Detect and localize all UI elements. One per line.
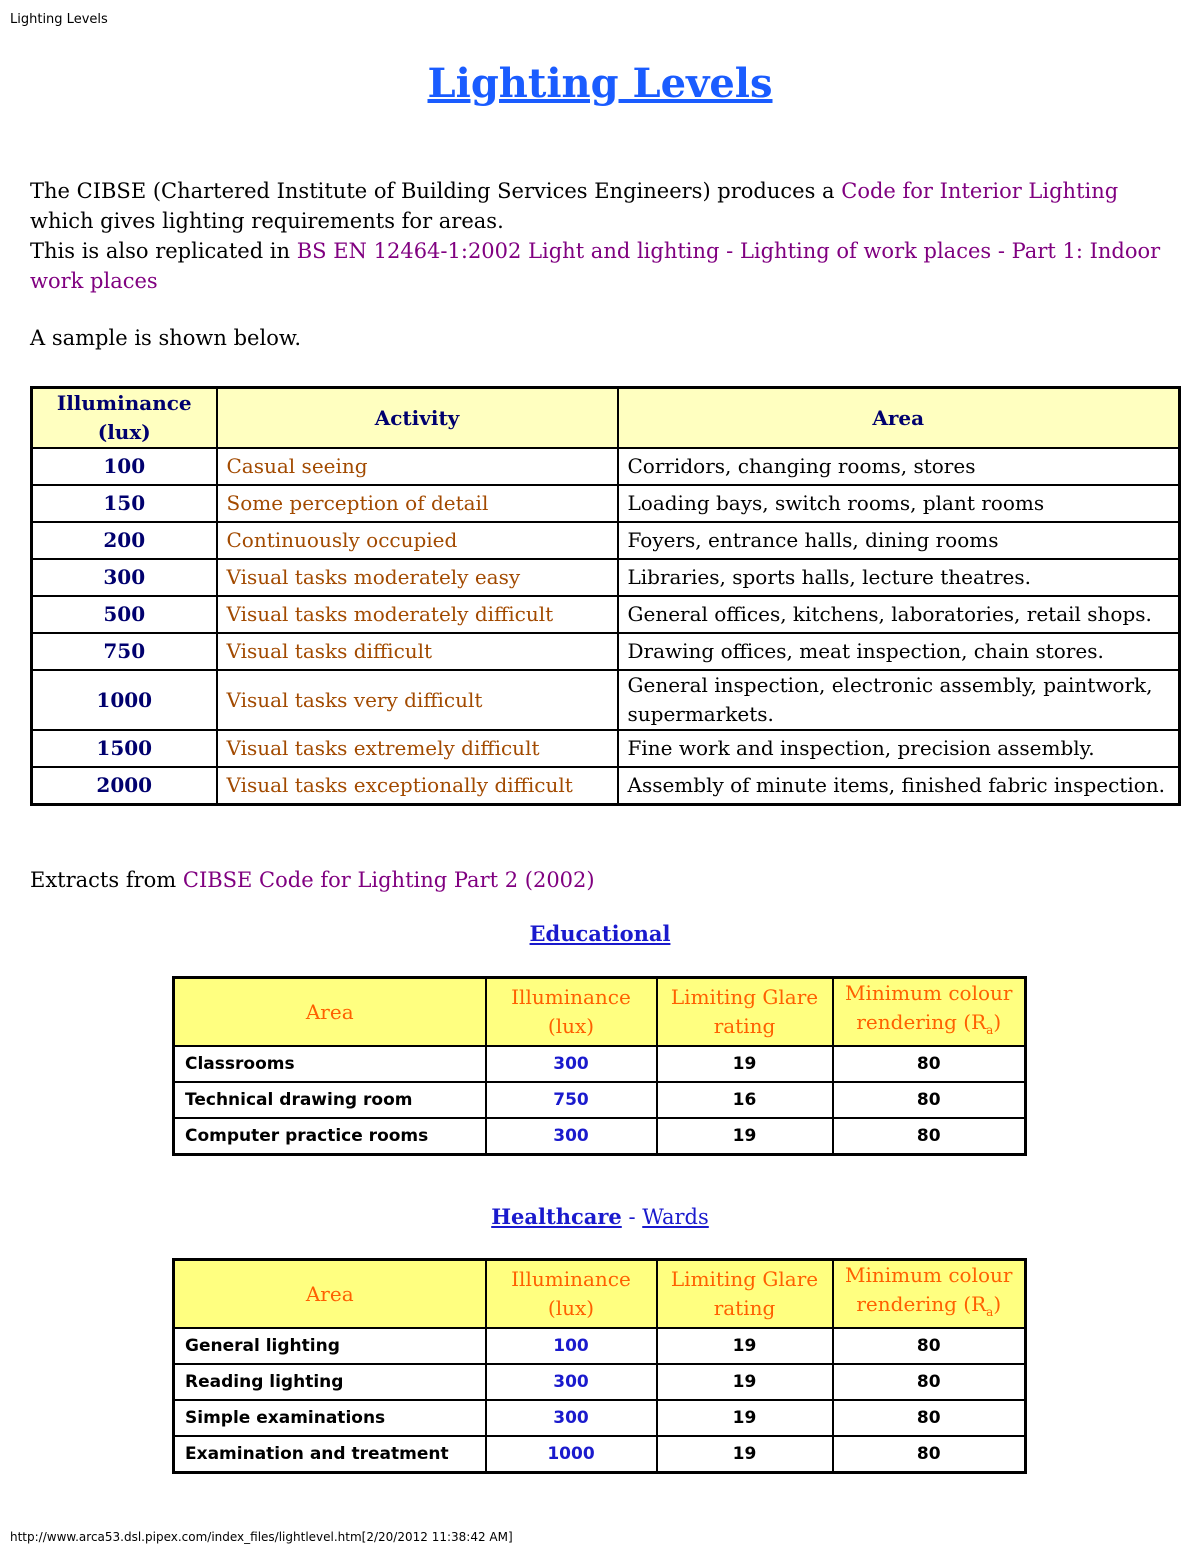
colour-cell: 80 (833, 1082, 1026, 1118)
activity-cell: Visual tasks extremely difficult (217, 730, 618, 767)
header-area: Area (618, 388, 1180, 449)
lux-cell: 2000 (32, 767, 217, 805)
healthcare-link[interactable]: Healthcare (491, 1204, 622, 1229)
table-row (32, 522, 1180, 559)
activity-cell: Visual tasks exceptionally difficult (217, 767, 618, 805)
area-cell: Corridors, changing rooms, stores (618, 448, 1180, 485)
colour-cell: 80 (833, 1364, 1026, 1400)
header-glare: Limiting Glare rating (657, 1260, 833, 1329)
intro-p2-pre: This is also replicated in (30, 239, 297, 263)
table-row (174, 1364, 1026, 1400)
page-title-link[interactable]: Lighting Levels (427, 60, 773, 107)
table-row (32, 448, 1180, 485)
lux-cell: 100 (32, 448, 217, 485)
cibse-code-part2-link[interactable]: CIBSE Code for Lighting Part 2 (2002) (182, 868, 595, 892)
healthcare-table (172, 1258, 1027, 1474)
area-cell: Foyers, entrance halls, dining rooms (618, 522, 1180, 559)
lux-cell: 200 (32, 522, 217, 559)
table-row (174, 1046, 1026, 1082)
area-cell: Libraries, sports halls, lecture theatres. (618, 559, 1180, 596)
intro-text (30, 176, 1180, 296)
header-illuminance: Illuminance (lux) (32, 388, 217, 449)
table-row (32, 670, 1180, 730)
lux-cell: 750 (32, 633, 217, 670)
colour-header-close: ) (993, 1292, 1002, 1316)
area-cell: Simple examinations (174, 1400, 486, 1436)
area-cell: Fine work and inspection, precision assembly. (618, 730, 1180, 767)
print-header: Lighting Levels (10, 12, 108, 27)
educational-table (172, 976, 1027, 1156)
table-row (32, 559, 1180, 596)
educational-link[interactable]: Educational (529, 921, 671, 946)
area-cell: General offices, kitchens, laboratories, retail shops. (618, 596, 1180, 633)
colour-cell: 80 (833, 1046, 1026, 1082)
header-illuminance: Illuminance (lux) (486, 1260, 657, 1329)
colour-header-sub: a (986, 1023, 994, 1037)
area-cell: Technical drawing room (174, 1082, 486, 1118)
colour-header-close: ) (993, 1010, 1002, 1034)
glare-cell: 19 (657, 1118, 833, 1155)
table-header-row (32, 388, 1180, 449)
print-footer-url: http://www.arca53.dsl.pipex.com/index_files/lightlevel.htm[2/20/2012 11:38:42 AM] (10, 1530, 513, 1544)
activity-cell: Continuously occupied (217, 522, 618, 559)
table-row (174, 1328, 1026, 1364)
glare-cell: 19 (657, 1400, 833, 1436)
glare-cell: 19 (657, 1046, 833, 1082)
intro-paragraph-2 (30, 236, 1180, 296)
activity-cell: Visual tasks difficult (217, 633, 618, 670)
intro-paragraph-1 (30, 176, 1180, 236)
colour-header-text: Minimum colour rendering (R (845, 1263, 1013, 1316)
colour-cell: 80 (833, 1436, 1026, 1473)
illuminance-cell: 1000 (486, 1436, 657, 1473)
code-interior-lighting-link[interactable]: Code for Interior Lighting (841, 179, 1119, 203)
bs-en-12464-link[interactable]: BS EN 12464-1:2002 Light and lighting - Lighting of work places - Part 1: Indoor work places (30, 239, 1161, 293)
activity-cell: Some perception of detail (217, 485, 618, 522)
table-header-row (174, 978, 1026, 1047)
illuminance-cell: 300 (486, 1364, 657, 1400)
activity-cell: Visual tasks moderately easy (217, 559, 618, 596)
lux-cell: 1500 (32, 730, 217, 767)
colour-header-sub: a (986, 1305, 994, 1319)
colour-header-text: Minimum colour rendering (R (845, 981, 1013, 1034)
activity-cell: Visual tasks very difficult (217, 670, 618, 730)
table-row (174, 1118, 1026, 1155)
activity-cell: Casual seeing (217, 448, 618, 485)
header-colour-rendering (833, 1260, 1026, 1329)
area-cell: Assembly of minute items, finished fabric inspection. (618, 767, 1180, 805)
lux-cell: 500 (32, 596, 217, 633)
area-cell: Classrooms (174, 1046, 486, 1082)
header-area: Area (174, 1260, 486, 1329)
header-colour-rendering (833, 978, 1026, 1047)
header-glare: Limiting Glare rating (657, 978, 833, 1047)
area-cell: General inspection, electronic assembly, paintwork, supermarkets. (618, 670, 1180, 730)
header-illuminance: Illuminance (lux) (486, 978, 657, 1047)
table-row (174, 1436, 1026, 1473)
glare-cell: 16 (657, 1082, 833, 1118)
extracts-line (30, 868, 595, 892)
illuminance-cell: 300 (486, 1046, 657, 1082)
lux-cell: 1000 (32, 670, 217, 730)
intro-p1-post: which gives lighting requirements for areas. (30, 209, 504, 233)
illuminance-cell: 100 (486, 1328, 657, 1364)
page-title (0, 60, 1200, 107)
illuminance-cell: 300 (486, 1400, 657, 1436)
illuminance-cell: 750 (486, 1082, 657, 1118)
table-row (32, 767, 1180, 805)
table-row (32, 485, 1180, 522)
header-area: Area (174, 978, 486, 1047)
colour-cell: 80 (833, 1328, 1026, 1364)
table-row (32, 633, 1180, 670)
area-cell: Reading lighting (174, 1364, 486, 1400)
table-row (174, 1400, 1026, 1436)
lux-cell: 150 (32, 485, 217, 522)
lighting-levels-table (30, 386, 1181, 806)
educational-heading (0, 921, 1200, 946)
area-cell: General lighting (174, 1328, 486, 1364)
sample-text: A sample is shown below. (30, 326, 301, 350)
extracts-pre: Extracts from (30, 868, 183, 892)
table-header-row (174, 1260, 1026, 1329)
glare-cell: 19 (657, 1328, 833, 1364)
table-row (32, 730, 1180, 767)
area-cell: Loading bays, switch rooms, plant rooms (618, 485, 1180, 522)
activity-cell: Visual tasks moderately difficult (217, 596, 618, 633)
healthcare-heading (0, 1204, 1200, 1229)
intro-p1-pre: The CIBSE (Chartered Institute of Building Services Engineers) produces a (30, 179, 842, 203)
wards-link[interactable]: Wards (642, 1205, 709, 1229)
colour-cell: 80 (833, 1118, 1026, 1155)
glare-cell: 19 (657, 1436, 833, 1473)
illuminance-cell: 300 (486, 1118, 657, 1155)
area-cell: Drawing offices, meat inspection, chain stores. (618, 633, 1180, 670)
colour-cell: 80 (833, 1400, 1026, 1436)
healthcare-separator: - (621, 1205, 643, 1229)
header-activity: Activity (217, 388, 618, 449)
table-row (174, 1082, 1026, 1118)
lux-cell: 300 (32, 559, 217, 596)
area-cell: Computer practice rooms (174, 1118, 486, 1155)
area-cell: Examination and treatment (174, 1436, 486, 1473)
table-row (32, 596, 1180, 633)
glare-cell: 19 (657, 1364, 833, 1400)
